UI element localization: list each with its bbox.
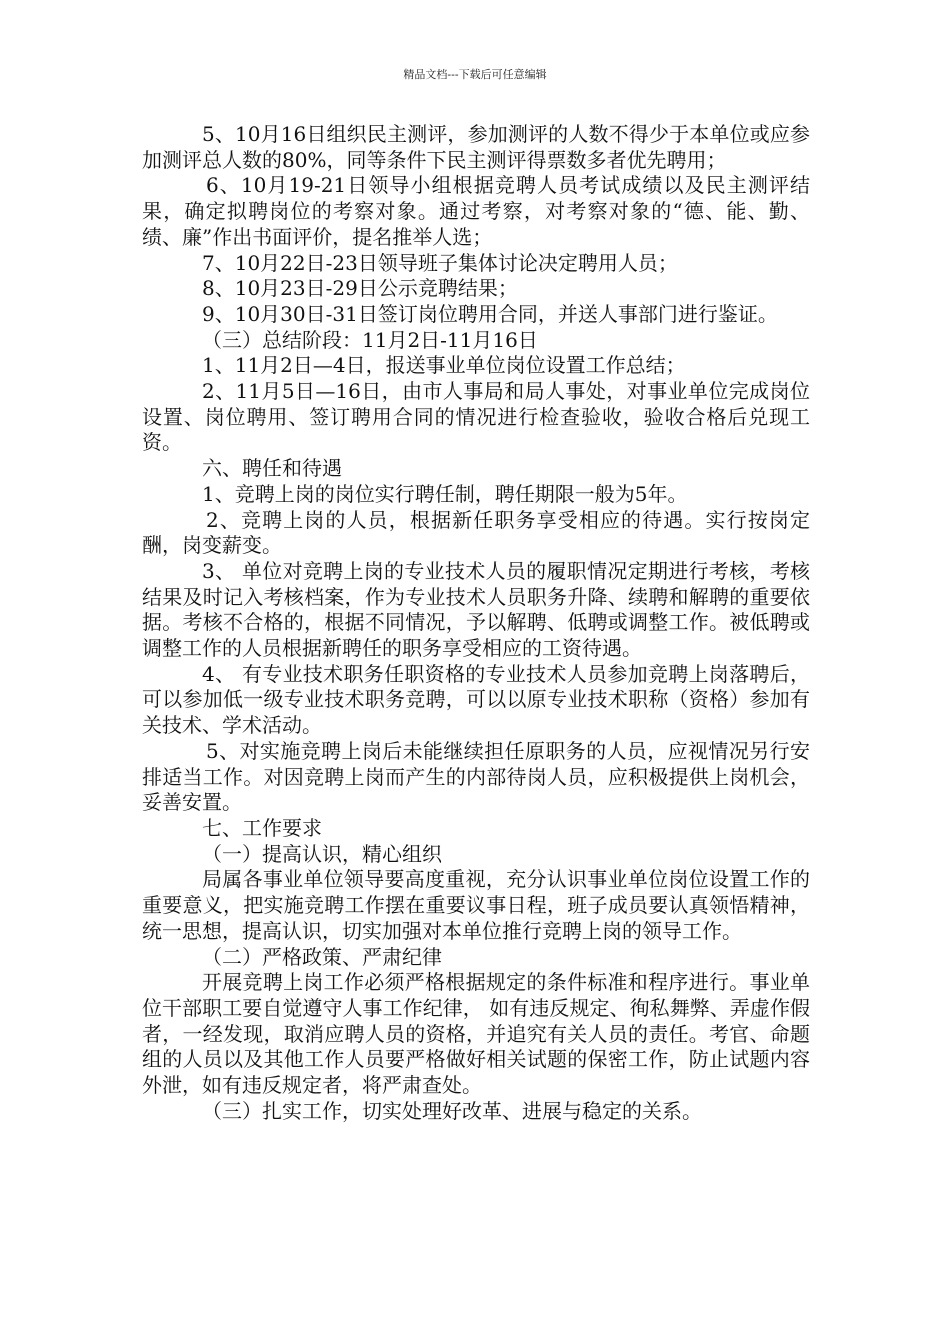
paragraph: 8、10月23日-29日公示竞聘结果； — [202, 276, 518, 301]
paragraph: 开展竞聘上岗工作必须严格根据规定的条件标准和程序进行。事业单位干部职工要自觉遵守人事工作纪律， 如有违反规定、徇私舞弊、弄虚作假者，一经发现，取消应聘人员的资格，并追究有关人员的责任。考官、命题组的人员以及其他工作人员要严格做好相关试题的保密工作，防止试题内容外泄，如有违反规定者，将严肃查处。 — [142, 970, 810, 1098]
paragraph: 5、对实施竞聘上岗后未能继续担任原职务的人员，应视情况另行安排适当工作。对因竞聘上岗而产生的内部待岗人员，应积极提供上岗机会，妥善安置。 — [142, 738, 810, 815]
paragraph: 1、11月2日—4日，报送事业单位岗位设置工作总结； — [202, 353, 686, 378]
paragraph: 3、 单位对竞聘上岗的专业技术人员的履职情况定期进行考核，考核结果及时记入考核档案，作为专业技术人员职务升降、续聘和解聘的重要依据。考核不合格的，根据不同情况，予以解聘、低聘或调整工作。被低聘或调整工作的人员根据新聘任的职务享受相应的工资待遇。 — [142, 558, 810, 661]
paragraph: 6、10月19-21日领导小组根据竞聘人员考试成绩以及民主测评结果，确定拟聘岗位的考察对象。通过考察，对考察对象的“德、能、勤、绩、廉”作出书面评价，提名推举人选； — [142, 173, 810, 249]
document-body — [142, 122, 810, 1124]
paragraph: 4、 有专业技术职务任职资格的专业技术人员参加竞聘上岗落聘后，可以参加低一级专业技术职务竞聘，可以以原专业技术职称（资格）参加有关技术、学术活动。 — [142, 661, 810, 738]
paragraph: 5、10月16日组织民主测评，参加测评的人数不得少于本单位或应参加测评总人数的80%，同等条件下民主测评得票数多者优先聘用； — [142, 122, 810, 172]
paragraph: （三）扎实工作，切实处理好改革、进展与稳定的关系。 — [202, 1098, 702, 1123]
paragraph: （一）提高认识，精心组织 — [202, 841, 442, 866]
paragraph: 2、11月5日—16日，由市人事局和局人事处，对事业单位完成岗位设置、岗位聘用、签订聘用合同的情况进行检查验收，验收合格后兑现工资。 — [142, 379, 810, 455]
paragraph: 2、竞聘上岗的人员，根据新任职务享受相应的待遇。实行按岗定酬，岗变薪变。 — [142, 507, 810, 558]
paragraph: （三）总结阶段：11月2日-11月16日 — [202, 327, 538, 352]
paragraph: （二）严格政策、严肃纪律 — [202, 944, 442, 969]
paragraph: 七、工作要求 — [202, 815, 322, 840]
page-header: 精品文档---下载后可任意编辑 — [403, 68, 547, 81]
paragraph: 局属各事业单位领导要高度重视，充分认识事业单位岗位设置工作的重要意义，把实施竞聘工作摆在重要议事日程，班子成员要认真领悟精神，统一思想，提高认识，切实加强对本单位推行竞聘上岗的领导工作。 — [142, 867, 810, 943]
paragraph: 六、聘任和待遇 — [202, 456, 342, 481]
paragraph: 7、10月22日-23日领导班子集体讨论决定聘用人员； — [202, 250, 678, 275]
paragraph: 1、竞聘上岗的岗位实行聘任制，聘任期限一般为5年。 — [202, 481, 688, 506]
paragraph: 9、10月30日-31日签订岗位聘用合同，并送人事部门进行鉴证。 — [202, 301, 778, 326]
